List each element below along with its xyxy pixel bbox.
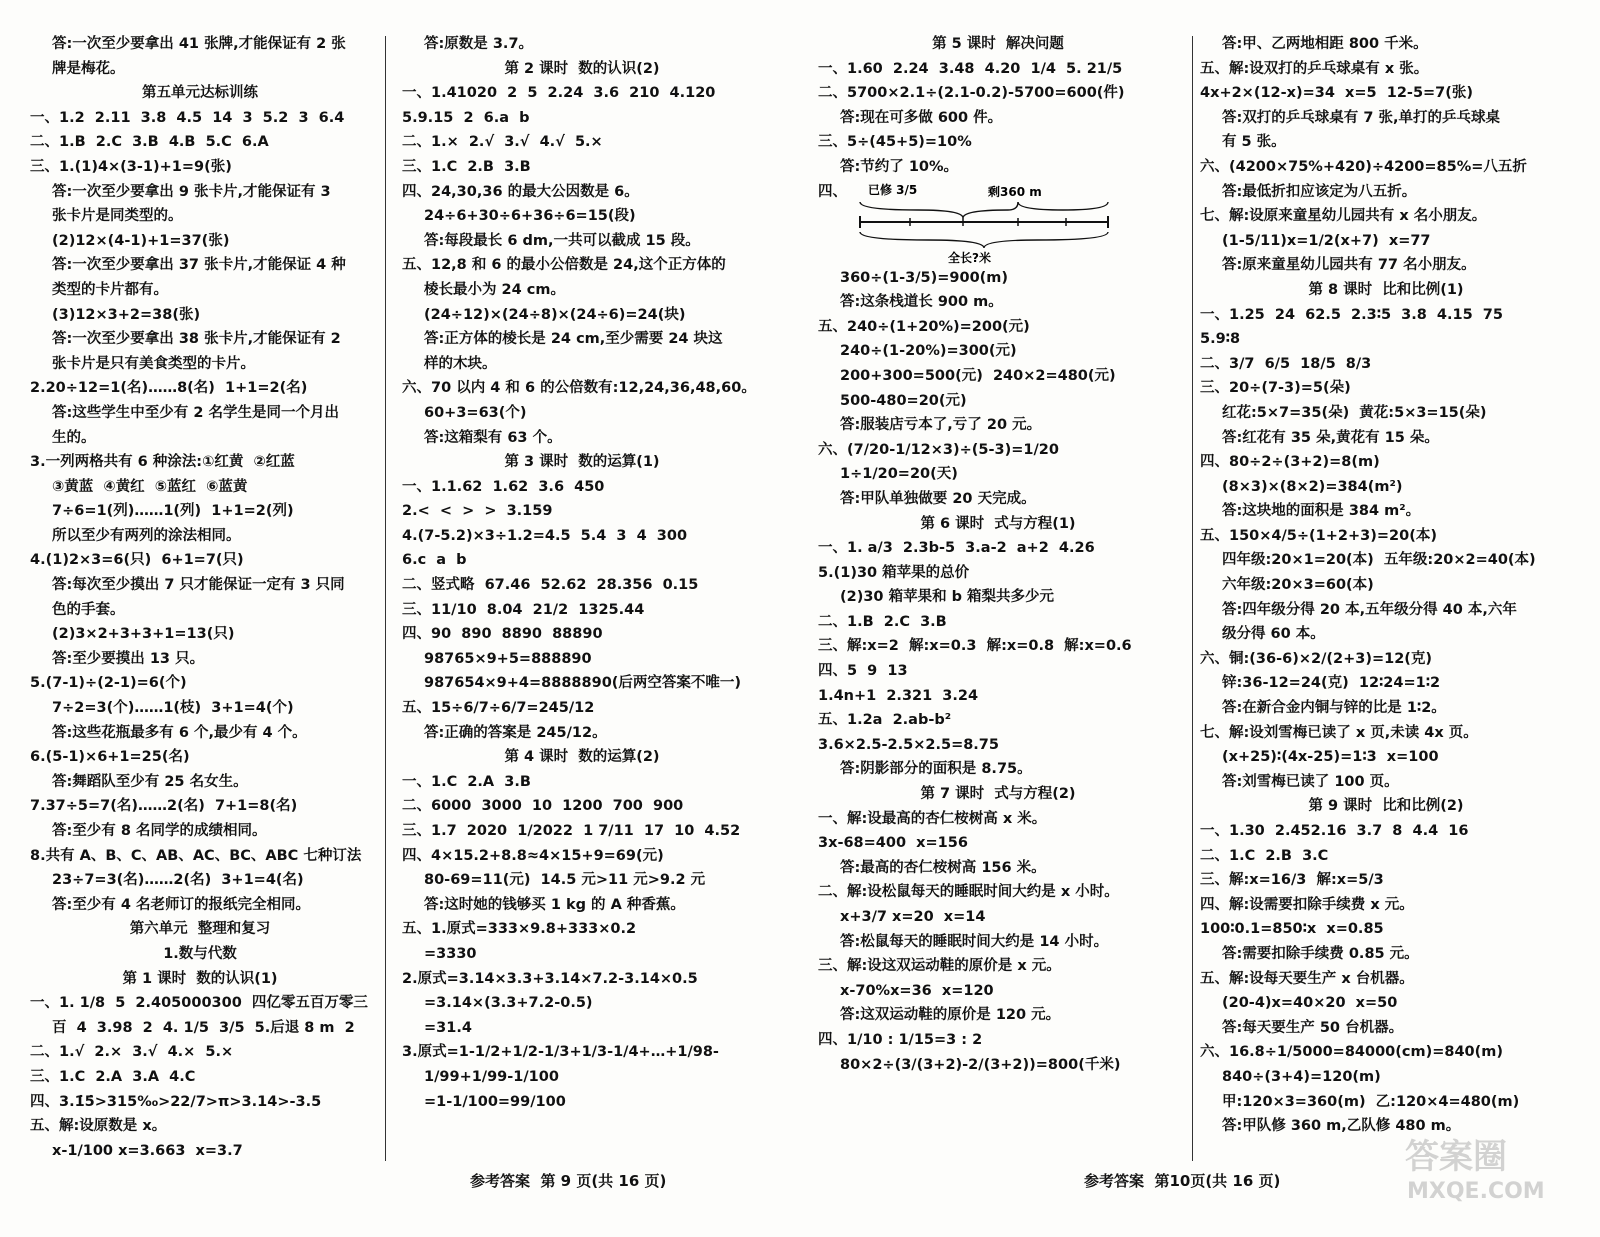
text-line: 2.20÷12=1(名)……8(名) 1+1=2(名) [30, 380, 308, 397]
text-line: 答:在新合金内铜与锌的比是 1∶2。 [1222, 700, 1446, 717]
text-line: 六、(7/20-1/12×3)÷(5-3)=1/20 [818, 441, 1059, 458]
text-line: 四、5 9 13 [818, 663, 908, 680]
text-line: 答:需要扣除手续费 0.85 元。 [1222, 945, 1419, 962]
text-line: 红花:5×7=35(朵) 黄花:5×3=15(朵) [1222, 404, 1487, 421]
text-line: 答:这双运动鞋的原价是 120 元。 [840, 1007, 1061, 1024]
text-line: 一、1.41020 2 5 2.24 3.6 210 4.120 [402, 85, 716, 102]
text-line: 四、80÷2÷(3+2)=8(m) [1200, 454, 1380, 471]
text-line: 答:原来童星幼儿园共有 77 名小朋友。 [1222, 257, 1476, 274]
text-line: 一、1. 1/8 5 2.405000300 四亿零五百万零三 [30, 995, 368, 1012]
text-line: 答:每天要生产 50 台机器。 [1222, 1019, 1404, 1036]
text-line: 一、解:设最高的杏仁桉树高 x 米。 [818, 810, 1047, 827]
text-line: 六、(4200×75%+420)÷4200=85%=八五折 [1200, 158, 1527, 175]
section-heading: 1.数与代数 [163, 945, 237, 962]
text-line: 1/99+1/99-1/100 [424, 1068, 559, 1085]
text-line: 3.一列两格共有 6 种涂法:①红黄 ②红蓝 [30, 454, 295, 471]
diagram-label-right: 剩360 m [988, 184, 1042, 199]
text-line: 色的手套。 [52, 601, 125, 618]
text-line: =3330 [424, 945, 477, 962]
text-line: 四年级:20×1=20(本) 五年级:20×2=40(本) [1222, 552, 1536, 569]
text-line: 4.(1)2×3=6(只) 6+1=7(只) [30, 552, 244, 569]
section-heading: 第 3 课时 数的运算(1) [504, 454, 660, 471]
text-line: 答:一次至少要拿出 41 张牌,才能保证有 2 张 [52, 36, 346, 52]
segment-drawing [838, 180, 1148, 266]
text-line: 5.9.15 2 6.a b [402, 109, 530, 126]
column-3-top [818, 32, 1178, 180]
text-line: (1-5/11)x=1/2(x+7) x=77 [1222, 232, 1431, 249]
text-line: 三、5÷(45+5)=10% [818, 134, 972, 151]
text-line: 四、3.1̇5̇>315‰>22/7>π>3.14>-3.5 [30, 1093, 322, 1110]
text-line: 3x-68=400 x=156 [818, 835, 968, 852]
text-line: 7.37÷5=7(名)……2(名) 7+1=8(名) [30, 798, 298, 815]
text-line: 答:这块地的面积是 384 m²。 [1222, 503, 1421, 520]
text-line: 张卡片是同类型的。 [52, 208, 183, 225]
text-line: 四、4×15.2+8.8≈4×15+9=69(元) [402, 847, 664, 864]
text-line: 8.共有 A、B、C、AB、AC、BC、ABC 七种订法 [30, 847, 362, 864]
text-line: 二、1.B 2.C 3.B [818, 613, 947, 630]
text-line: 三、解:x=2 解:x=0.3 解:x=0.8 解:x=0.6 [818, 638, 1132, 655]
text-line: 答:双打的乒乓球桌有 7 张,单打的乒乓球桌 [1222, 109, 1500, 126]
column-3-body [818, 266, 1178, 1078]
text-line: 样的木块。 [424, 355, 497, 372]
text-line: 棱长最小为 24 cm。 [424, 281, 565, 298]
text-line: 答:一次至少要拿出 38 张卡片,才能保证有 2 [52, 331, 341, 348]
text-line: 六年级:20×3=60(本) [1222, 577, 1374, 594]
text-line: 答:现在可多做 600 件。 [840, 109, 1003, 126]
diagram-number: 四、 [818, 183, 847, 200]
text-line: 一、1.60 2.24 3.48 4.20 1/4 5. 21/5 [818, 60, 1123, 77]
text-line: 一、1.30 2.452.16 3.7 8 4.4 16 [1200, 823, 1469, 839]
text-line: 答:这些学生中至少有 2 名学生是同一个月出 [52, 404, 339, 421]
text-line: 类型的卡片都有。 [52, 281, 168, 298]
text-line: 答:最高的杏仁桉树高 156 米。 [840, 859, 1046, 876]
text-line: 六、70 以内 4 和 6 的公倍数有:12,24,36,48,60。 [402, 380, 756, 397]
text-line: 七、解:设原来童星幼儿园共有 x 名小朋友。 [1200, 208, 1487, 225]
text-line: 5.(1)30 箱苹果的总价 [818, 564, 970, 581]
text-line: 23÷7=3(名)……2(名) 3+1=4(名) [52, 872, 304, 889]
text-line: (x+25)∶(4x-25)=1∶3 x=100 [1222, 749, 1439, 766]
text-line: 答:这时她的钱够买 1 kg 的 A 种香蕉。 [424, 896, 685, 913]
text-line: 一、1.C 2.A 3.B [402, 773, 531, 790]
text-line: 6.(5-1)×6+1=25(名) [30, 749, 190, 766]
text-line: (2)30 箱苹果和 b 箱梨共多少元 [840, 589, 1055, 606]
text-line: 一、1.25 24 62.5 2.3∶5 3.8 4.15 75 [1200, 306, 1503, 323]
text-line: 答:正确的答案是 245/12。 [424, 724, 607, 741]
text-line: 答:最低折扣应该定为八五折。 [1222, 183, 1417, 200]
text-line: 三、1.7 2020 1/2022 1 7/11 17 10 4.52 [402, 823, 741, 839]
text-line: 答:节约了 10%。 [840, 158, 959, 175]
text-line: =31.4 [424, 1019, 472, 1036]
section-heading: 第 2 课时 数的认识(2) [504, 60, 660, 77]
text-line: 答:舞蹈队至少有 25 名女生。 [52, 773, 248, 790]
text-line: 答:一次至少要拿出 37 张卡片,才能保证 4 种 [52, 257, 346, 274]
text-line: 答:甲、乙两地相距 800 千米。 [1222, 36, 1428, 52]
text-line: 答:阴影部分的面积是 8.75。 [840, 761, 1032, 778]
text-line: 987654×9+4=8888890(后两空答案不唯一) [424, 675, 742, 692]
text-line: x-1/100 x=3.663 x=3.7 [52, 1142, 243, 1159]
text-line: 2.< < > > 3.159 [402, 503, 553, 520]
text-line: 答:这条栈道长 900 m。 [840, 294, 1003, 311]
text-line: 三、1.(1)4×(3-1)+1=9(张) [30, 158, 232, 175]
section-heading: 第 8 课时 比和比例(1) [1308, 281, 1464, 298]
section-heading: 第 6 课时 式与方程(1) [920, 515, 1076, 532]
text-line: 240÷(1-20%)=300(元) [840, 343, 1017, 360]
text-line: 牌是梅花。 [52, 60, 125, 77]
text-line: 二、3/7 6/5 18/5 8/3 [1200, 355, 1372, 372]
column-4 [1200, 32, 1572, 1139]
svg-text:MXQE.COM: MXQE.COM [1407, 1179, 1545, 1204]
text-line: 四、24,30,36 的最大公因数是 6。 [402, 183, 639, 200]
text-line: 有 5 张。 [1222, 134, 1286, 151]
text-line: (2)12×(4-1)+1=37(张) [52, 232, 230, 249]
text-line: (24÷12)×(24÷8)×(24÷6)=24(块) [424, 306, 686, 323]
text-line: 五、解:设原数是 x。 [30, 1118, 167, 1135]
text-line: 答:甲队单独做要 20 天完成。 [840, 490, 1036, 507]
text-line: ③黄蓝 ④黄红 ⑤蓝红 ⑥蓝黄 [52, 478, 248, 495]
text-line: 五、解:设双打的乒乓球桌有 x 张。 [1200, 60, 1429, 77]
column-2 [402, 32, 762, 1114]
text-line: 级分得 60 本。 [1222, 626, 1325, 643]
text-line: 四、1/10 : 1/15=3 : 2 [818, 1031, 983, 1048]
text-line: (20-4)x=40×20 x=50 [1222, 995, 1398, 1012]
column-1 [30, 32, 370, 1163]
text-line: 4.(7-5.2)×3÷1.2=4.5 5.4 3 4 300 [402, 527, 688, 544]
column-divider-left [385, 36, 386, 1161]
text-line: 一、1.1.62 1.62 3.6 450 [402, 478, 605, 495]
text-line: 五、240÷(1+20%)=200(元) [818, 318, 1030, 335]
text-line: 1÷1/20=20(天) [840, 466, 958, 483]
column-3 [818, 32, 1178, 1077]
text-line: 答:正方体的棱长是 24 cm,至少需要 24 块这 [424, 331, 723, 348]
text-line: 5.(7-1)÷(2-1)=6(个) [30, 675, 187, 692]
text-line: 五、解:设每天要生产 x 台机器。 [1200, 970, 1414, 987]
text-line: 3.原式=1-1/2+1/2-1/3+1/3-1/4+…+1/98- [402, 1044, 719, 1061]
text-line: 答:松鼠每天的睡眠时间大约是 14 小时。 [840, 933, 1109, 950]
watermark-logo [1395, 1130, 1565, 1205]
text-line: x-70%x=36 x=120 [840, 982, 994, 999]
text-line: 7÷2=3(个)……1(枝) 3+1=4(个) [52, 700, 294, 717]
text-line: 840÷(3+4)=120(m) [1222, 1068, 1381, 1085]
text-line: 三、1.C 2.B 3.B [402, 158, 531, 175]
text-line: 答:甲队修 360 m,乙队修 480 m。 [1222, 1118, 1461, 1135]
text-line: 答:每次至少摸出 7 只才能保证一定有 3 只同 [52, 577, 345, 594]
text-line: 3.6×2.5-2.5×2.5=8.75 [818, 736, 999, 753]
footer-left: 参考答案 第 9 页(共 16 页) [470, 1172, 667, 1190]
text-line: 三、解:设这双运动鞋的原价是 x 元。 [818, 958, 1061, 975]
text-line: 98765×9+5=888890 [424, 650, 592, 667]
text-line: 四、解:设需要扣除手续费 x 元。 [1200, 896, 1414, 913]
text-line: 答:至少有 4 名老师订的报纸完全相同。 [52, 896, 310, 913]
text-line: 甲:120×3=360(m) 乙:120×4=480(m) [1222, 1093, 1520, 1110]
text-line: 答:每段最长 6 dm,一共可以截成 15 段。 [424, 232, 700, 249]
text-line: 1.4n+1 2.321 3.24 [818, 687, 979, 704]
text-line: 三、11/10 8.04 21/2 1325.44 [402, 601, 645, 618]
section-heading: 第五单元达标训练 [142, 85, 258, 102]
text-line: 张卡片是只有美食类型的卡片。 [52, 355, 255, 372]
text-line: 一、1.2 2.11 3.8 4.5 14 3 5.2 3 6.4 [30, 109, 345, 126]
line-segment-diagram [818, 180, 1178, 266]
text-line: =1-1/100=99/100 [424, 1093, 566, 1110]
text-line: 三、20÷(7-3)=5(朵) [1200, 380, 1351, 397]
brace-top-left [860, 202, 1018, 218]
text-line: 五、150×4/5÷(1+2+3)=20(本) [1200, 527, 1437, 544]
text-line: 三、1.C 2.A 3.A 4.C [30, 1068, 196, 1085]
text-line: 二、5700×2.1÷(2.1-0.2)-5700=600(件) [818, 85, 1125, 102]
text-line: 五、15÷6/7÷6/7=245/12 [402, 700, 595, 717]
text-line: 答:至少要摸出 13 只。 [52, 650, 205, 667]
text-line: 答:四年级分得 20 本,五年级分得 40 本,六年 [1222, 601, 1517, 618]
text-line: 答:一次至少要拿出 9 张卡片,才能保证有 3 [52, 183, 331, 200]
text-line: (8×3)×(8×2)=384(m²) [1222, 478, 1403, 495]
text-line: 锌:36-12=24(克) 12∶24=1∶2 [1222, 675, 1441, 692]
text-line: 答:这些花瓶最多有 6 个,最少有 4 个。 [52, 724, 307, 741]
text-line: 二、1.C 2.B 3.C [1200, 847, 1329, 864]
text-line: 24÷6+30÷6+36÷6=15(段) [424, 208, 636, 225]
section-heading: 第 1 课时 数的认识(1) [122, 970, 278, 987]
text-line: 二、6000 3000 10 1200 700 900 [402, 798, 684, 815]
text-line: x+3/7 x=20 x=14 [840, 909, 986, 925]
footer-right: 参考答案 第10页(共 16 页) [1084, 1172, 1281, 1190]
text-line: 生的。 [52, 429, 96, 446]
text-line: 60+3=63(个) [424, 404, 527, 421]
text-line: 答:红花有 35 朵,黄花有 15 朵。 [1222, 429, 1439, 446]
text-line: 答:服装店亏本了,亏了 20 元。 [840, 417, 1042, 434]
text-line: 二、1.√ 2.× 3.√ 4.× 5.× [30, 1044, 234, 1061]
text-line: 三、解:x=16/3 解:x=5/3 [1200, 872, 1384, 889]
section-heading: 第 9 课时 比和比例(2) [1308, 798, 1464, 815]
text-line: 答:这箱梨有 63 个。 [424, 429, 562, 446]
text-line: 七、解:设刘雪梅已读了 x 页,未读 4x 页。 [1200, 724, 1478, 741]
text-line: 6.c a b [402, 552, 467, 569]
section-heading: 第 4 课时 数的运算(2) [504, 749, 660, 766]
brace-top-right [1018, 202, 1108, 210]
text-line: 答:至少有 8 名同学的成绩相同。 [52, 823, 267, 839]
brace-bottom [860, 232, 1108, 248]
text-line: =3.14×(3.3+7.2-0.5) [424, 995, 593, 1012]
text-line: 100∶0.1=850∶x x=0.85 [1200, 921, 1384, 938]
text-line: 六、16.8÷1/5000=84000(cm)=840(m) [1200, 1044, 1503, 1061]
text-line: 一、1. a/3 2.3b-5 3.a-2 a+2 4.26 [818, 540, 1095, 557]
svg-text:答案圈: 答案圈 [1405, 1137, 1507, 1177]
text-line: 答:刘雪梅已读了 100 页。 [1222, 773, 1399, 790]
text-line: 五、1.原式=333×9.8+333×0.2 [402, 921, 637, 938]
text-line: (3)12×3+2=38(张) [52, 306, 201, 323]
diagram-label-left: 已修 3/5 [868, 182, 918, 197]
text-line: 4x+2×(12-x)=34 x=5 12-5=7(张) [1200, 85, 1474, 102]
column-divider-right [1192, 36, 1193, 1161]
text-line: 二、竖式略 67.46 52.62 28.356 0.15 [402, 577, 699, 594]
text-line: 四、90 890 8890 88890 [402, 626, 603, 643]
text-line: 五、1.2a 2.ab-b² [818, 712, 952, 729]
text-line: (2)3×2+3+3+1=13(只) [52, 626, 235, 643]
text-line: 200+300=500(元) 240×2=480(元) [840, 367, 1116, 384]
text-line: 所以至少有两列的涂法相同。 [52, 527, 241, 544]
text-line: 二、1.× 2.√ 3.√ 4.√ 5.× [402, 134, 603, 151]
diagram-label-bottom: 全长?米 [948, 250, 991, 265]
text-line: 五、12,8 和 6 的最小公倍数是 24,这个正方体的 [402, 257, 726, 274]
text-line: 二、1.B 2.C 3.B 4.B 5.C 6.A [30, 134, 269, 151]
section-heading: 第 5 课时 解决问题 [932, 36, 1064, 52]
text-line: 5.9∶8 [1200, 331, 1241, 348]
text-line: 二、解:设松鼠每天的睡眠时间大约是 x 小时。 [818, 884, 1119, 901]
text-line: 六、铜:(36-6)×2/(2+3)=12(克) [1200, 650, 1433, 667]
text-line: 答:原数是 3.7。 [424, 36, 534, 52]
text-line: 2.原式=3.14×3.3+3.14×7.2-3.14×0.5 [402, 970, 698, 987]
text-line: 500-480=20(元) [840, 392, 967, 409]
section-heading: 第六单元 整理和复习 [129, 921, 271, 938]
text-line: 百 4 3.98 2 4. 1/5 3/5 5.后退 8 m 2 [52, 1019, 355, 1036]
text-line: 7÷6=1(列)……1(列) 1+1=2(列) [52, 503, 294, 520]
section-heading: 第 7 课时 式与方程(2) [920, 786, 1076, 803]
text-line: 80×2÷(3/(3+2)-2/(3+2))=800(千米) [840, 1056, 1121, 1073]
text-line: 80-69=11(元) 14.5 元>11 元>9.2 元 [424, 872, 706, 889]
text-line: 360÷(1-3/5)=900(m) [840, 269, 1009, 286]
